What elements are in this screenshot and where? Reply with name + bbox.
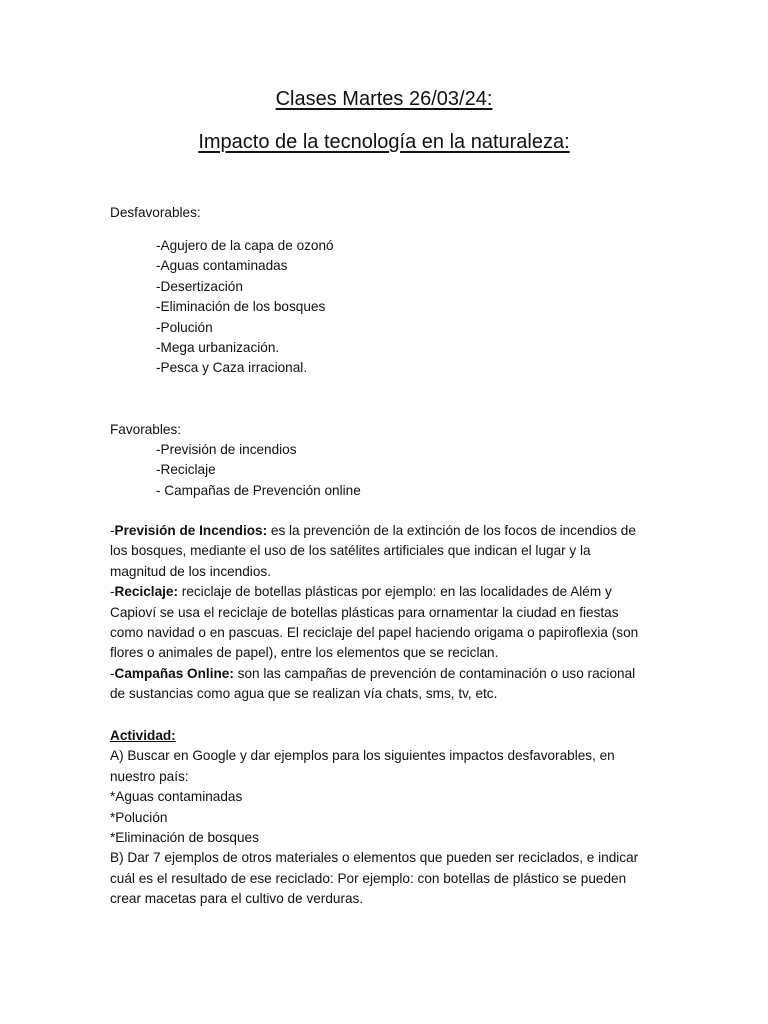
list-item: -Polución [156, 319, 213, 335]
desfavorables-heading: Desfavorables: [110, 205, 201, 220]
descriptions-block [110, 521, 650, 705]
list-item: -Eliminación de los bosques [156, 299, 326, 315]
prevision-label: Previsión de Incendios: [114, 523, 268, 538]
campanas-description: -Campañas Online: son las campañas de prevención de contaminación o uso racional de sustancias como agua que se realizan vía chats, sms, tv, etc. [110, 665, 636, 702]
list-item: *Eliminación de bosques [110, 830, 259, 846]
campanas-label: Campañas Online: [114, 665, 234, 681]
actividad-heading: Actividad: [110, 728, 176, 743]
list-item: *Polución [110, 809, 168, 825]
list-item: *Aguas contaminadas [110, 789, 243, 805]
class-date-title: Clases Martes 26/03/24: [275, 88, 493, 110]
list-item: -Agujero de la capa de ozonó [156, 238, 334, 253]
prevision-description: -Previsión de Incendios: es la prevención de la extinción de los focos de incendios de los bosques, mediante el uso de los satélites artificiales que indican el lugar y la magnitud de los incendios. [110, 523, 636, 579]
favorables-list [156, 440, 696, 501]
list-item: -Previsión de incendios [156, 442, 297, 457]
list-item: -Reciclaje [156, 462, 216, 478]
reciclaje-label: Reciclaje: [114, 584, 179, 600]
actividad-block [110, 726, 650, 910]
list-item: -Pesca y Caza irracional. [156, 360, 308, 376]
reciclaje-description: -Reciclaje: reciclaje de botellas plásticas por ejemplo: en las localidades de Além y Capioví se usa el reciclaje de botellas plásticas para ornamentar la ciudad en fiestas como navidad o en pascuas. El reciclaje del papel haciendo origama o papiroflexia (son flores o animales de papel), entre los elementos que se reciclan. [110, 584, 639, 661]
list-item: -Desertización [156, 278, 243, 294]
campanas-text: son las campañas de prevención de contaminación o uso racional de sustancias como agua que se realizan vía chats, sms, tv, etc. [110, 665, 636, 702]
topic-title: Impacto de la tecnología en la naturaleza: [198, 131, 570, 153]
prevision-text: es la prevención de la extinción de los focos de incendios de los bosques, mediante el uso de los satélites artificiales que indican el lugar y la magnitud de los incendios. [110, 523, 636, 579]
list-item: -Aguas contaminadas [156, 258, 288, 274]
reciclaje-text: reciclaje de botellas plásticas por ejemplo: en las localidades de Além y Capioví se usa el reciclaje de botellas plásticas para ornamentar la ciudad en fiestas como navidad o en pascuas. El reciclaje del papel haciendo origama o papiroflexia (son flores o animales de papel), entre los elementos que se reciclan. [110, 584, 639, 661]
desfavorables-list [156, 236, 696, 379]
actividad-a-intro: A) Buscar en Google y dar ejemplos para los siguientes impactos desfavorables, en nuestro país: [110, 748, 615, 784]
favorables-heading: Favorables: [110, 422, 182, 437]
actividad-b-text: B) Dar 7 ejemplos de otros materiales o elementos que pueden ser reciclados, e indicar cuál es el resultado de ese reciclado: Por ejemplo: con botellas de plástico se pueden crear macetas para el cultivo de verduras. [110, 850, 639, 907]
list-item: - Campañas de Prevención online [156, 482, 361, 498]
list-item: -Mega urbanización. [156, 340, 280, 356]
